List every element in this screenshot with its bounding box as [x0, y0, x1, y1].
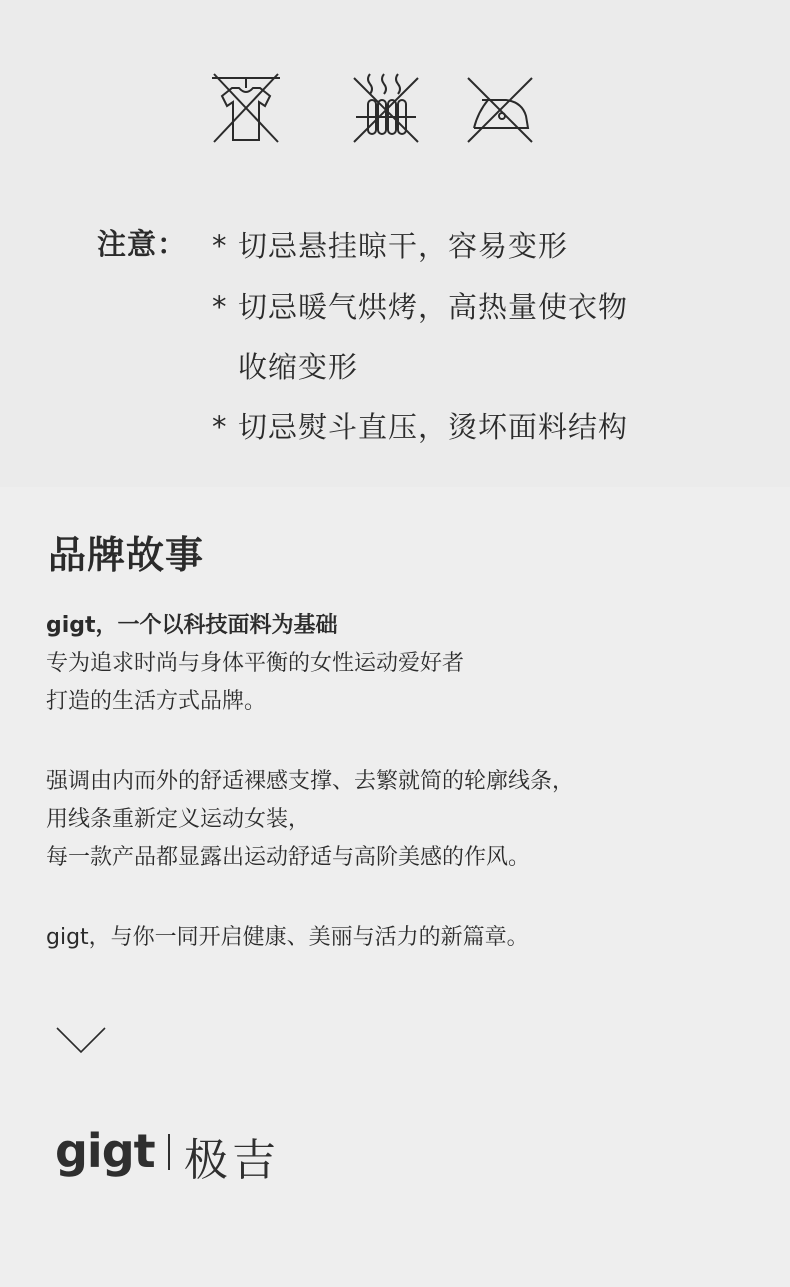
logo-wordmark: gigt — [55, 1124, 155, 1178]
note-label: 注意： — [97, 227, 188, 261]
section-title: 品牌故事 — [48, 533, 205, 577]
story-paragraph — [46, 607, 464, 721]
story-line: 专为追求时尚与身体平衡的女性运动爱好者 — [46, 651, 465, 676]
care-note — [212, 224, 568, 265]
bullet: * — [212, 229, 228, 263]
do-not-iron-icon — [464, 70, 536, 146]
brand-story-section — [0, 487, 790, 1287]
care-note-text: 切忌熨斗直压，烫坏面料结构 — [238, 410, 629, 444]
care-note — [212, 285, 628, 326]
story-lead: gigt，一个以科技面料为基础 — [46, 613, 338, 638]
care-note-text: 切忌暖气烘烤，高热量使衣物 — [238, 290, 629, 324]
no-radiator-heat-icon — [350, 70, 422, 146]
story-paragraph — [46, 763, 574, 877]
story-line: 打造的生活方式品牌。 — [46, 689, 267, 714]
story-line: 用线条重新定义运动女装， — [46, 807, 311, 832]
story-line: 每一款产品都显露出运动舒适与高阶美感的作风。 — [46, 845, 531, 870]
logo-chinese-name: 极吉 — [184, 1135, 280, 1186]
care-note-text: 切忌悬挂晾干，容易变形 — [238, 229, 569, 263]
bullet: * — [212, 410, 228, 444]
care-instructions-section — [0, 0, 790, 487]
logo-divider — [168, 1134, 170, 1170]
care-note — [212, 405, 628, 446]
story-line: 强调由内而外的舒适裸感支撑、去繁就简的轮廓线条， — [46, 769, 575, 794]
story-line: gigt，与你一同开启健康、美丽与活力的新篇章。 — [46, 925, 529, 950]
story-paragraph — [46, 919, 529, 957]
bullet: * — [212, 290, 228, 324]
care-note-continuation: 收缩变形 — [238, 350, 359, 384]
chevron-down-icon — [55, 1025, 107, 1055]
do-not-hang-dry-icon — [210, 70, 282, 146]
